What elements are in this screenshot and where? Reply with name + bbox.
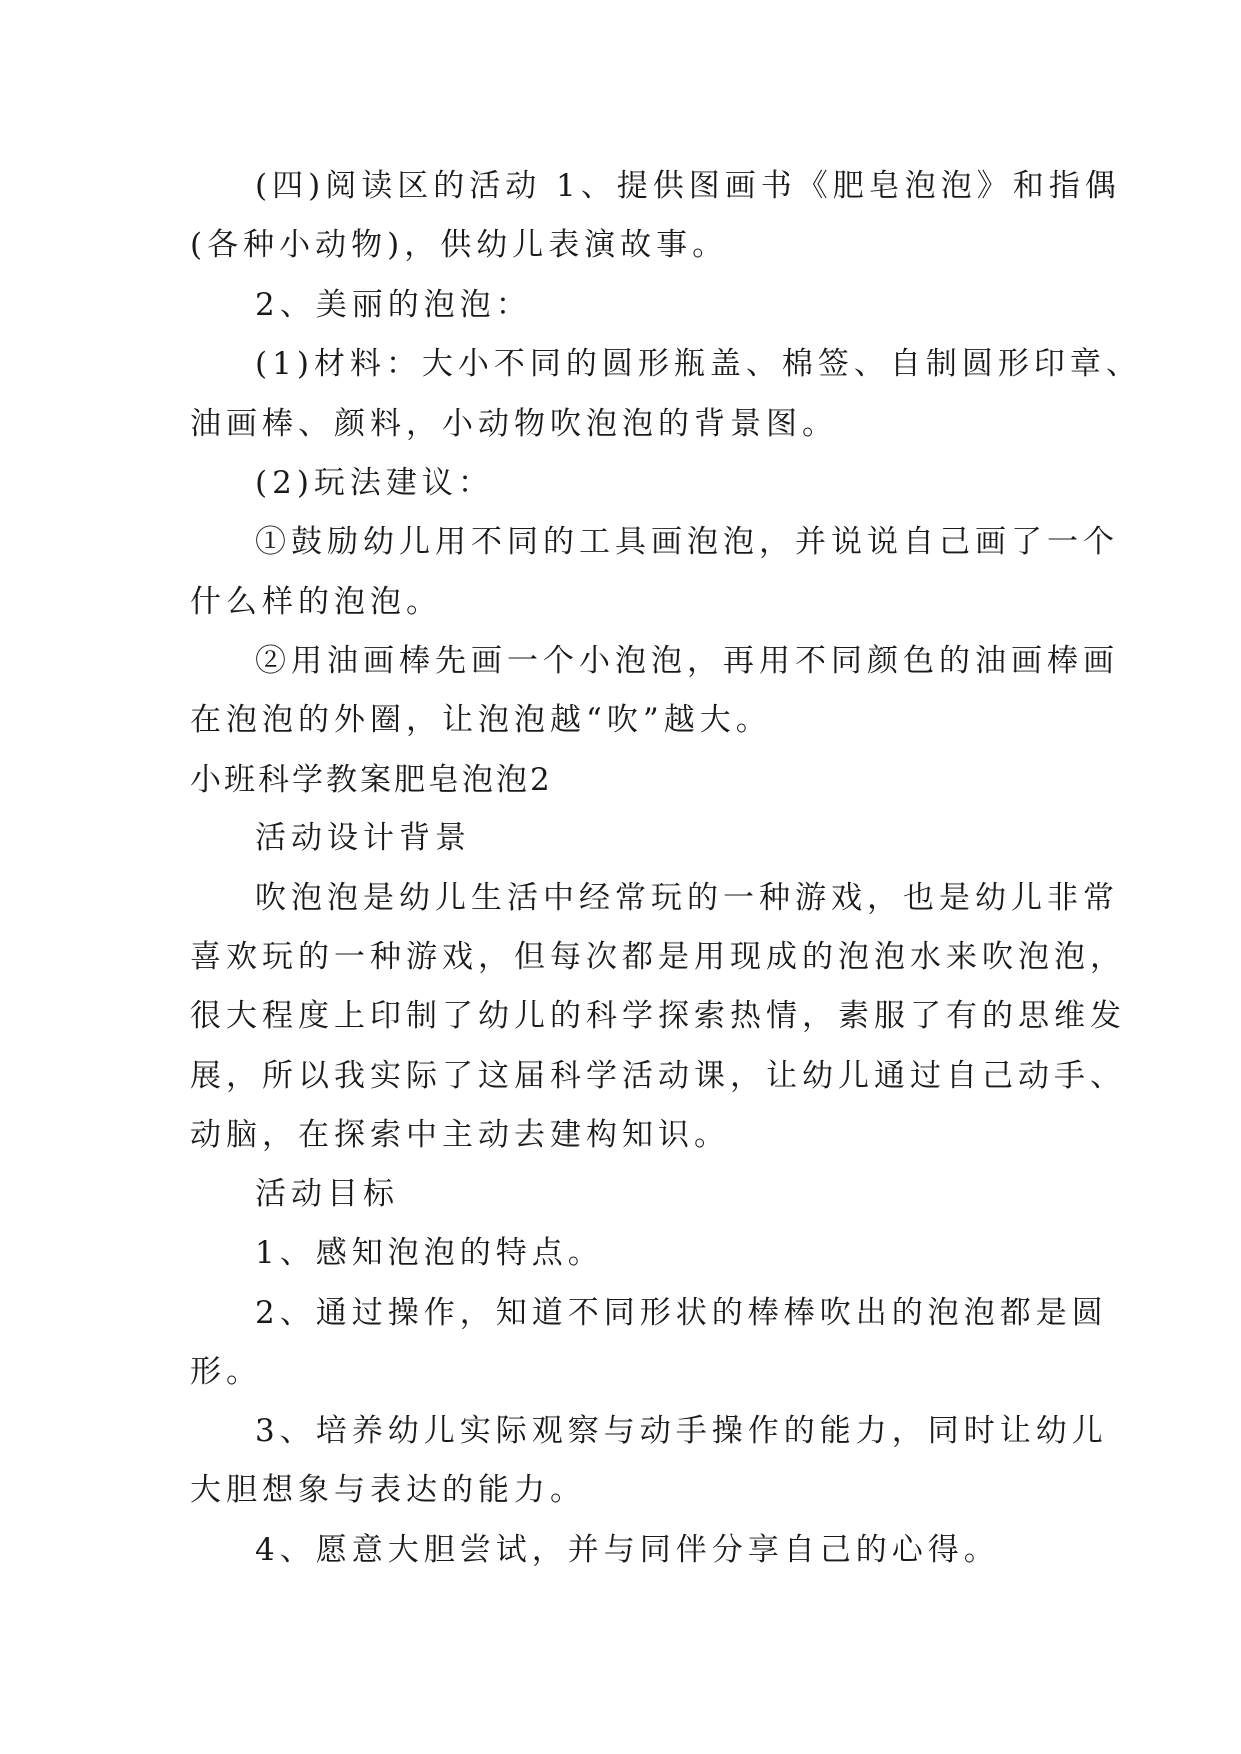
suggestion-item-2: ②用油画棒先画一个小泡泡，再用不同颜色的油画棒画 xyxy=(255,643,1119,679)
paragraph-continuation: 形。 xyxy=(190,1354,262,1390)
background-paragraph: 吹泡泡是幼儿生活中经常玩的一种游戏，也是幼儿非常 xyxy=(255,880,1119,916)
list-item-beautiful-bubbles: 2、美丽的泡泡： xyxy=(255,287,532,323)
goal-item-4: 4、愿意大胆尝试，并与同伴分享自己的心得。 xyxy=(255,1532,1000,1568)
play-suggestions-heading: (2)玩法建议： xyxy=(255,465,494,501)
paragraph-continuation: 喜欢玩的一种游戏，但每次都是用现成的泡泡水来吹泡泡， xyxy=(190,939,1126,975)
paragraph-continuation: 油画棒、颜料，小动物吹泡泡的背景图。 xyxy=(190,406,838,442)
paragraph-continuation: 动脑，在探索中主动去建构知识。 xyxy=(190,1117,730,1153)
section-title: 小班科学教案肥皂泡泡2 xyxy=(190,762,553,798)
subheading-activity-goals: 活动目标 xyxy=(255,1176,399,1212)
reading-area-activity-line: (四)阅读区的活动 1、提供图画书《肥皂泡泡》和指偶 xyxy=(255,168,1121,204)
paragraph-continuation: 大胆想象与表达的能力。 xyxy=(190,1472,586,1508)
goal-item-1: 1、感知泡泡的特点。 xyxy=(255,1235,604,1271)
subheading-design-background: 活动设计背景 xyxy=(255,820,471,856)
goal-item-3: 3、培养幼儿实际观察与动手操作的能力，同时让幼儿 xyxy=(255,1413,1108,1449)
goal-item-2: 2、通过操作，知道不同形状的棒棒吹出的泡泡都是圆 xyxy=(255,1295,1108,1331)
paragraph-continuation: 什么样的泡泡。 xyxy=(190,584,442,620)
paragraph-continuation: 展，所以我实际了这届科学活动课，让幼儿通过自己动手、 xyxy=(190,1058,1126,1094)
suggestion-item-1: ①鼓励幼儿用不同的工具画泡泡，并说说自己画了一个 xyxy=(255,524,1119,560)
materials-line: (1)材料：大小不同的圆形瓶盖、棉签、自制圆形印章、 xyxy=(255,346,1142,382)
paragraph-continuation: (各种小动物)，供幼儿表演故事。 xyxy=(190,227,729,263)
paragraph-continuation: 在泡泡的外圈，让泡泡越“吹”越大。 xyxy=(190,702,772,738)
paragraph-continuation: 很大程度上印制了幼儿的科学探索热情，素服了有的思维发 xyxy=(190,998,1126,1034)
